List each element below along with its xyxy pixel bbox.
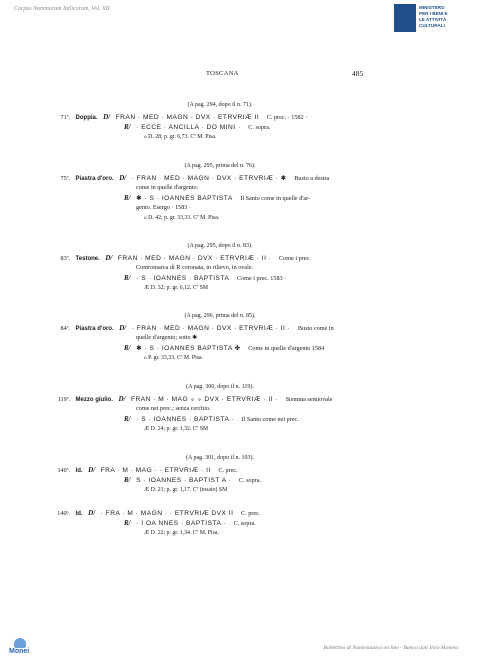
entry-meta: Æ D. 22; p. gr. 1,34. Cª M. Pisa. <box>144 530 219 536</box>
page-number: 485 <box>352 69 364 78</box>
entry-number: 71ª. <box>60 114 70 121</box>
reverse-continuation: gento. Esergo · 1583 · <box>136 204 192 211</box>
denomination: Id. <box>75 511 83 517</box>
reverse-label: R/ <box>124 123 131 131</box>
reverse-label: R/ <box>124 415 131 423</box>
denomination: Testone. <box>75 256 100 262</box>
reverse-legend: · S · IOANNES · BAPTISTA <box>136 275 230 282</box>
obverse-note: C. prec. <box>218 467 238 474</box>
obverse-note: C. prec. · 1582 · <box>266 114 308 121</box>
catalog-entry <box>50 455 390 495</box>
reverse-note: Come i prec. 1583 · <box>236 275 287 282</box>
obverse-continuation: quelle d'argento; sotto ✱ <box>136 334 198 341</box>
entry-number: 75ª. <box>60 175 70 182</box>
obverse-label: D/ <box>119 174 127 182</box>
reverse-legend: S · IOANNES · BAPTIST A · <box>136 477 232 484</box>
obverse-label: D/ <box>103 113 111 121</box>
catalog-entry <box>50 163 390 223</box>
reverse-note: Come in quelle d'argento 1584 <box>248 345 325 352</box>
denomination: Piastra d'oro. <box>75 176 114 182</box>
ministry-logo <box>394 4 466 38</box>
obverse-note: Come i prec. <box>279 255 311 262</box>
catalog-entry <box>50 384 390 434</box>
page-reference: (A pag. 301, dopo il n. 103). <box>186 455 254 461</box>
obverse-legend: FRA · M · MAG · · ETRVRIÆ · II <box>100 467 211 474</box>
entry-meta: Æ D. 32; p. gr. 6,12. Cª SM <box>144 285 209 291</box>
denomination: Doppia. <box>75 115 98 121</box>
catalog-entry <box>50 243 390 293</box>
obverse-note: Busto come in <box>297 325 334 332</box>
obverse-legend: · FRAN · MED · MAGN · DVX · ETRVRIÆ · ✱ <box>131 175 287 182</box>
monei-logo-text: Monei <box>9 648 30 655</box>
entry-number: 140ᵇ. <box>57 510 70 517</box>
obverse-legend: · FRA · M · MAGN · · ETRVRIÆ DVX II <box>100 510 234 517</box>
page-reference: (A pag. 295, dopo il n. 83). <box>187 243 253 249</box>
entry-meta: ℴ D. 42; p. gr. 33,33. Cª M. Pisa. <box>144 215 220 221</box>
obverse-continuation: come in quelle d'argento. <box>136 184 199 191</box>
reverse-legend: · I OA NNES · BAPTISTA · <box>136 520 227 527</box>
reverse-legend: · S · IOANNES · BAPTISTA · <box>136 416 235 423</box>
entry-number: 84ª. <box>60 325 70 332</box>
obverse-continuation: Contromarca di R coronata, in rilievo, in ovale. <box>136 264 254 271</box>
page-reference: (A pag. 294, dopo il n. 71). <box>187 102 253 108</box>
denomination: Id. <box>75 468 83 474</box>
monei-logo-icon <box>14 638 26 648</box>
reverse-label: R/ <box>124 344 131 352</box>
reverse-legend: ✱ · S · IOANNES BAPTISTA <box>136 195 233 202</box>
denomination: Mezzo giulio. <box>75 397 113 403</box>
obverse-label: D/ <box>118 395 126 403</box>
obverse-label: D/ <box>105 254 113 262</box>
obverse-legend: FRAN · MED · MAGN · DVX · ETRVRIÆ · II · <box>117 255 272 262</box>
obverse-continuation: come nei prec.; senza cerchio. <box>136 405 211 412</box>
catalog-entry <box>50 102 390 142</box>
obverse-label: D/ <box>88 509 96 517</box>
entry-meta: Æ D. 24; p. gr. 1,32. Cª SM <box>144 426 209 432</box>
reverse-note: C. sopra. <box>238 477 262 484</box>
obverse-label: D/ <box>119 324 127 332</box>
reverse-note: C. sopra. <box>233 520 256 527</box>
entry-meta: ℴ D. 28; p. gr. 6,73. Cª M. Pisa. <box>144 134 217 140</box>
ministry-emblem-icon <box>394 4 416 32</box>
reverse-legend: · ECCE · ANCILLA · DO MINI · <box>136 124 241 131</box>
obverse-legend: FRAN · M · MAG ∘ ∘ DVX · ETRVRIÆ · II · <box>130 396 279 403</box>
catalog-entry <box>50 508 390 538</box>
obverse-label: D/ <box>88 466 96 474</box>
denomination: Piastra d'oro. <box>75 326 114 332</box>
reverse-note: Il Santo come nei prec. <box>241 416 299 423</box>
reverse-note: Il Santo come in quelle d'ar- <box>240 195 311 202</box>
entry-number: 140ª. <box>57 467 70 474</box>
page-reference: (A pag. 295, prima del n. 76). <box>184 163 256 169</box>
obverse-legend: FRAN · MED · MAGN · DVX · ETRVRIÆ II <box>115 114 260 121</box>
section-title: TOSCANA <box>206 70 239 77</box>
reverse-label: R/ <box>124 519 131 527</box>
entry-meta: Æ D. 21; p. gr. 1,17. Cª (tosato) SM <box>144 487 228 493</box>
monei-logo <box>8 638 38 660</box>
reverse-label: R/ <box>124 274 131 282</box>
reverse-label: R/ <box>124 194 131 202</box>
page-reference: (A pag. 296, prima del n. 85). <box>184 313 256 319</box>
footer-credit: Bollettino di Numismatica on line - Banca dati Ilvio Moneta <box>323 645 458 651</box>
entry-number: 119ª. <box>57 396 70 403</box>
ministry-logo-text: MINISTERO PER I BENI E LE ATTIVITÀ CULTURALI <box>419 5 448 28</box>
obverse-note: C. prec. <box>240 510 261 517</box>
obverse-legend: · FRAN · MED · MAGN · DVX · ETRVRIÆ · II · <box>131 325 291 332</box>
page-reference: (A pag. 300, dopo il n. 119). <box>186 384 254 390</box>
entry-number: 83ª. <box>60 255 70 262</box>
catalog-entry <box>50 313 390 363</box>
reverse-label: R/ <box>124 476 131 484</box>
reverse-note: C. sopra. <box>248 124 271 131</box>
obverse-note: Busto a destra <box>294 175 330 182</box>
reverse-legend: ✱ · S · IOANNES BAPTISTA ✤ <box>136 345 241 352</box>
entry-meta: ℴ P. gr. 33,33. Cª M. Pisa. <box>144 355 204 361</box>
obverse-note: Stemma semiovale <box>285 396 333 403</box>
corpus-header: Corpus Nummorum Italicorum, Vol. XII <box>14 6 110 12</box>
